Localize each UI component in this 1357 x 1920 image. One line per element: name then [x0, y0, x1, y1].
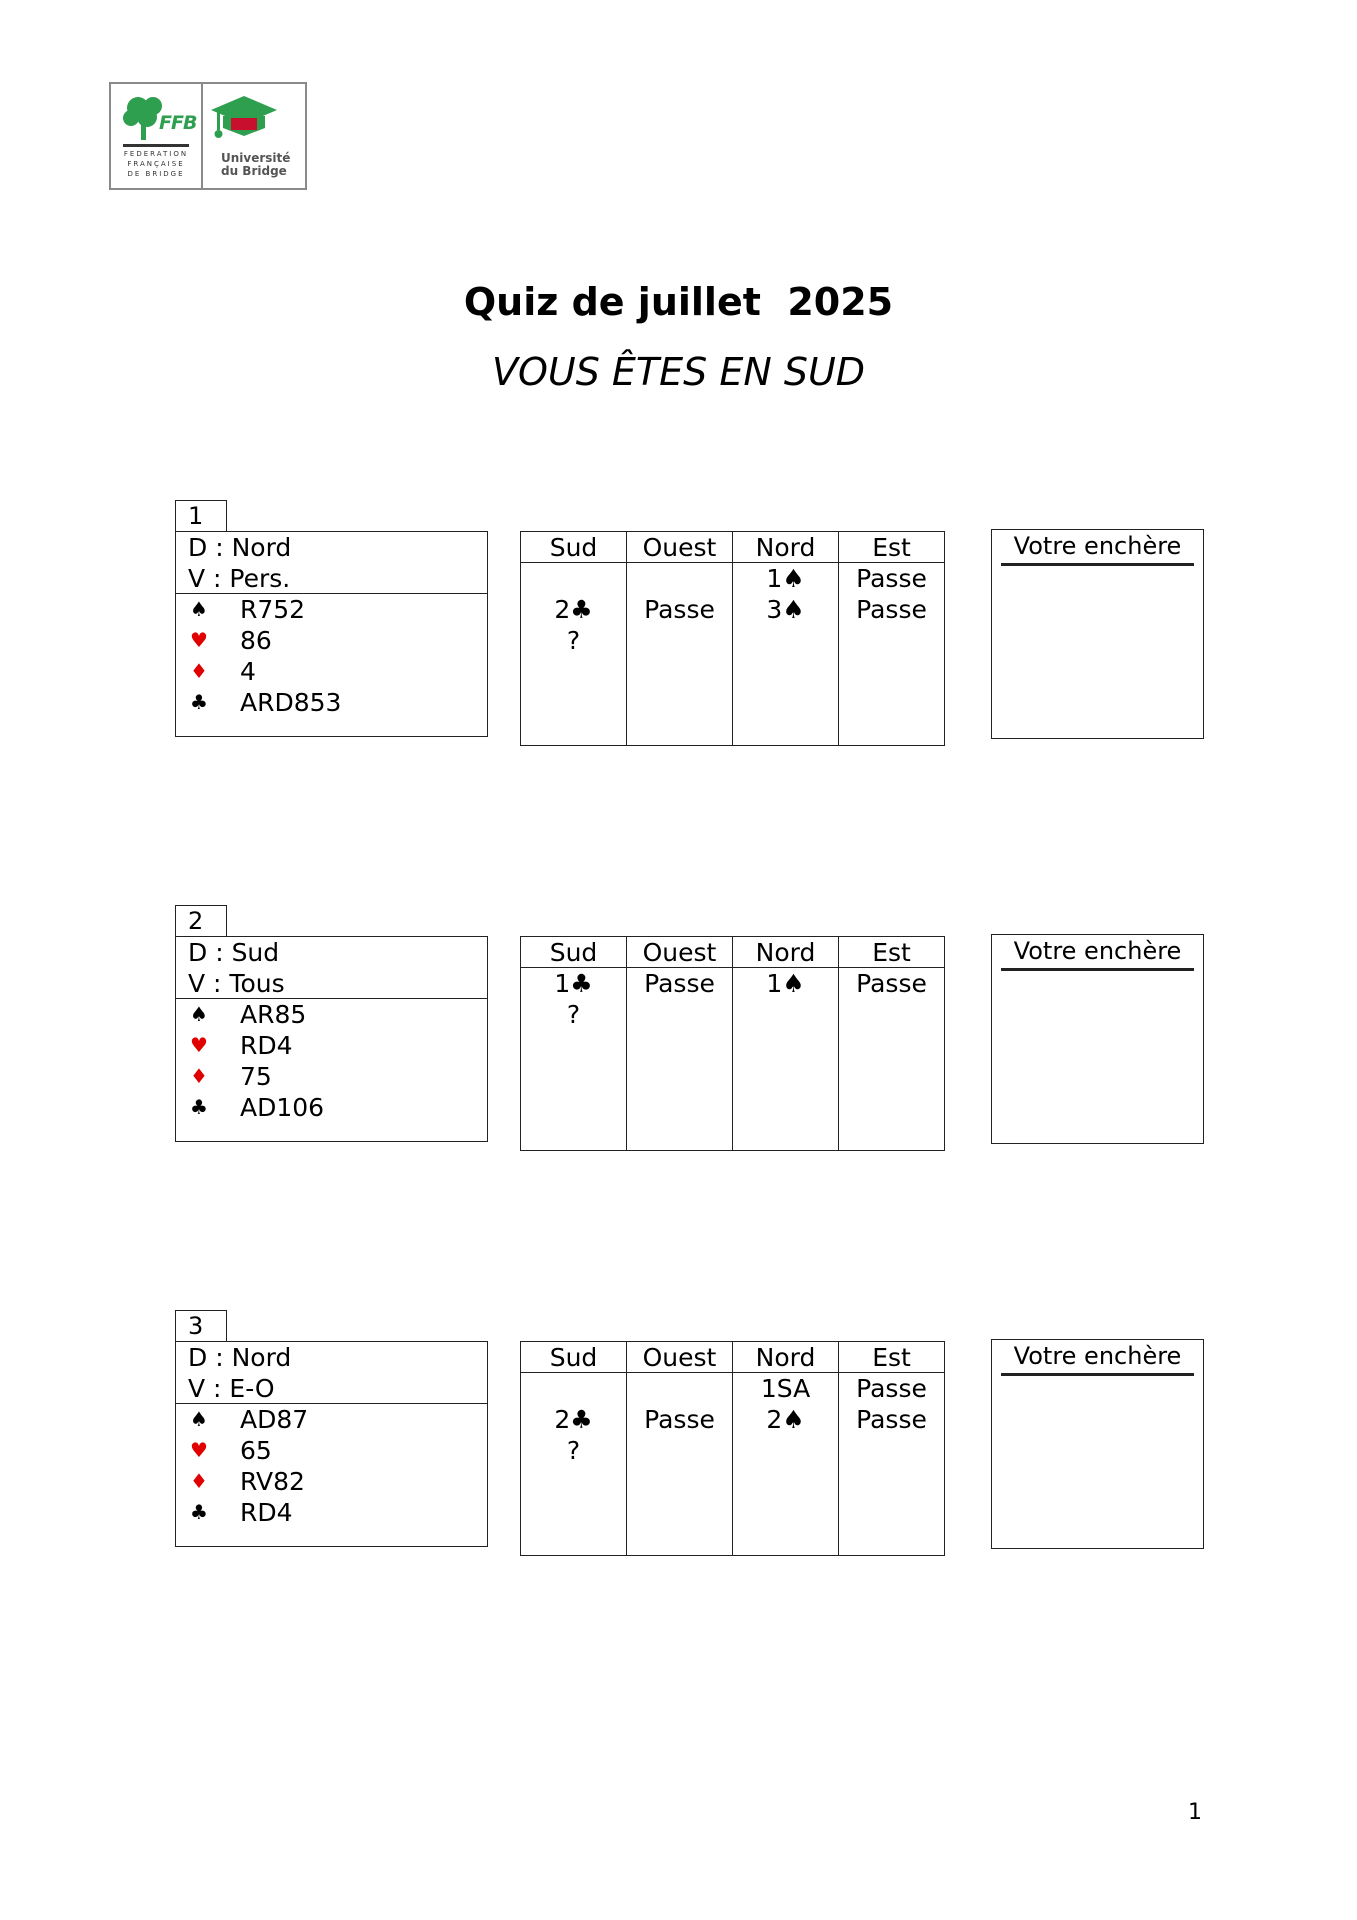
bid-cell: 2♠ [766, 1405, 805, 1434]
ffb-logo [109, 82, 307, 190]
hand-suit-row [176, 1061, 487, 1092]
hand-suit-row [176, 594, 487, 625]
bidding-header: Sud [521, 532, 626, 563]
hand-header [176, 532, 487, 594]
bidding-header: Est [839, 937, 944, 968]
suit-cards: 4 [240, 657, 256, 686]
suit-symbol-icon: ♥ [190, 628, 208, 652]
bid-cell [627, 563, 732, 594]
hand-box [175, 936, 488, 1142]
hand-suit-row [176, 1404, 487, 1435]
ffb-federation-line-3: DE BRIDGE [127, 170, 185, 178]
bidding-table [520, 1341, 945, 1556]
bid-cell [627, 625, 732, 656]
bid-cell [733, 999, 838, 1030]
suit-cards: RD4 [240, 1031, 293, 1060]
answer-box[interactable] [991, 934, 1204, 1144]
bid-cell [627, 999, 732, 1030]
universite-line-2: du Bridge [221, 164, 287, 178]
dealer: D : Nord [188, 533, 292, 562]
bidding-header: Ouest [627, 937, 732, 968]
suit-cards: AD106 [240, 1093, 325, 1122]
suit-cards: 75 [240, 1062, 272, 1091]
suit-cards: R752 [240, 595, 306, 624]
bidding-column [733, 532, 839, 745]
suit-cards: ARD853 [240, 688, 342, 717]
ffb-logo-left [111, 84, 203, 188]
suit-symbol-icon: ♣ [190, 1500, 208, 1524]
quiz-number: 3 [175, 1310, 227, 1342]
answer-underline [1001, 968, 1194, 971]
bidding-header: Est [839, 1342, 944, 1373]
bid-cell [839, 999, 944, 1030]
bid-cell: 1SA [760, 1374, 811, 1403]
quiz-number: 1 [175, 500, 227, 532]
suit-cards: 86 [240, 626, 272, 655]
bid-cell: Passe [644, 1405, 715, 1434]
hand-suit-row [176, 1435, 487, 1466]
bidding-column [521, 1342, 627, 1555]
dealer: D : Sud [188, 938, 280, 967]
page-title: Quiz de juillet 2025 [463, 280, 894, 324]
bid-cell: 1♠ [766, 564, 805, 593]
suit-symbol-icon: ♦ [190, 659, 208, 683]
answer-label: Votre enchère [1013, 1342, 1182, 1370]
ffb-federation-line-1: FEDERATION [123, 150, 189, 158]
hand-box [175, 531, 488, 737]
bidding-column [839, 937, 944, 1150]
suit-cards: 65 [240, 1436, 272, 1465]
bid-cell: Passe [856, 1374, 927, 1403]
vulnerability: V : Pers. [188, 564, 291, 593]
page-subtitle: VOUS ÊTES EN SUD [491, 350, 866, 394]
bid-cell: Passe [644, 969, 715, 998]
bidding-column [839, 532, 944, 745]
universite-line-1: Université [221, 151, 291, 165]
bid-cell [839, 1435, 944, 1466]
bid-cell: 3♠ [766, 595, 805, 624]
dealer: D : Nord [188, 1343, 292, 1372]
hand-suit-row [176, 1092, 487, 1123]
universite-text [221, 152, 290, 178]
suit-cards: RV82 [240, 1467, 305, 1496]
bidding-header: Nord [733, 1342, 838, 1373]
hand-suit-row [176, 656, 487, 687]
suit-cards: AD87 [240, 1405, 309, 1434]
bid-cell: 2♣ [554, 1405, 593, 1434]
hand-suit-row [176, 625, 487, 656]
hand-box [175, 1341, 488, 1547]
hand-header [176, 1342, 487, 1404]
suit-cards: AR85 [240, 1000, 307, 1029]
bid-cell: ? [566, 626, 581, 655]
bidding-table [520, 531, 945, 746]
answer-underline [1001, 563, 1194, 566]
bid-cell: 2♣ [554, 595, 593, 624]
bid-cell [733, 625, 838, 656]
bidding-header: Sud [521, 1342, 626, 1373]
bid-cell: Passe [856, 564, 927, 593]
bidding-header: Sud [521, 937, 626, 968]
bid-cell [627, 1435, 732, 1466]
bid-cell [733, 1435, 838, 1466]
bidding-column [627, 937, 733, 1150]
vulnerability: V : E-O [188, 1374, 275, 1403]
answer-underline [1001, 1373, 1194, 1376]
answer-label: Votre enchère [1013, 937, 1182, 965]
bid-cell: ? [566, 1436, 581, 1465]
suit-symbol-icon: ♠ [190, 1407, 208, 1431]
bid-cell: Passe [856, 595, 927, 624]
bid-cell [627, 1373, 732, 1404]
bid-cell [521, 563, 626, 594]
graduation-cap-icon [209, 94, 279, 146]
page-number: 1 [1188, 1800, 1202, 1825]
suit-symbol-icon: ♦ [190, 1469, 208, 1493]
bidding-header: Nord [733, 937, 838, 968]
bidding-table [520, 936, 945, 1151]
answer-box[interactable] [991, 1339, 1204, 1549]
bidding-column [733, 937, 839, 1150]
answer-box[interactable] [991, 529, 1204, 739]
bidding-column [733, 1342, 839, 1555]
suit-symbol-icon: ♥ [190, 1033, 208, 1057]
hand-suit-row [176, 1497, 487, 1528]
hand-suit-row [176, 999, 487, 1030]
ffb-logo-text: FFB [159, 112, 197, 134]
ffb-federation-line-2: FRANÇAISE [127, 160, 185, 168]
bid-cell: ? [566, 1000, 581, 1029]
answer-label: Votre enchère [1013, 532, 1182, 560]
hand-header [176, 937, 487, 999]
bidding-header: Ouest [627, 1342, 732, 1373]
bid-cell [839, 625, 944, 656]
bidding-column [627, 532, 733, 745]
suit-symbol-icon: ♥ [190, 1438, 208, 1462]
hand-suit-row [176, 1030, 487, 1061]
ffb-logo-bar [123, 144, 189, 147]
bidding-header: Nord [733, 532, 838, 563]
suit-symbol-icon: ♣ [190, 690, 208, 714]
bidding-column [839, 1342, 944, 1555]
suit-symbol-icon: ♦ [190, 1064, 208, 1088]
bid-cell: 1♠ [766, 969, 805, 998]
suit-symbol-icon: ♠ [190, 1002, 208, 1026]
bidding-header: Ouest [627, 532, 732, 563]
quiz-number: 2 [175, 905, 227, 937]
suit-cards: RD4 [240, 1498, 293, 1527]
bidding-header: Est [839, 532, 944, 563]
hand-suit-row [176, 687, 487, 718]
bidding-column [521, 937, 627, 1150]
bid-cell: Passe [856, 1405, 927, 1434]
bid-cell: Passe [856, 969, 927, 998]
bidding-column [521, 532, 627, 745]
bid-cell [521, 1373, 626, 1404]
universite-logo [203, 84, 305, 188]
hand-suit-row [176, 1466, 487, 1497]
suit-symbol-icon: ♣ [190, 1095, 208, 1119]
bidding-column [627, 1342, 733, 1555]
bid-cell: Passe [644, 595, 715, 624]
vulnerability: V : Tous [188, 969, 285, 998]
suit-symbol-icon: ♠ [190, 597, 208, 621]
bid-cell: 1♣ [554, 969, 593, 998]
